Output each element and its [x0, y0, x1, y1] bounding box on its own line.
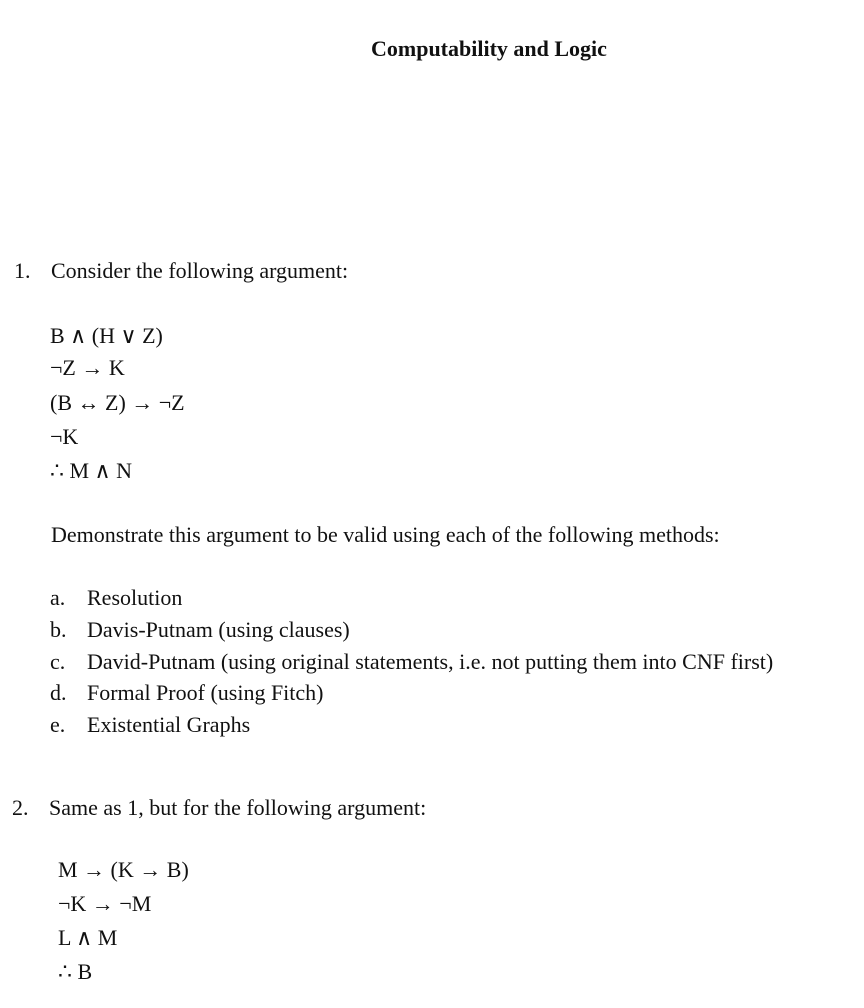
q1-conclusion: ∴ M ∧ N — [50, 458, 133, 483]
q1-premise-1: B ∧ (H ∨ Z) — [50, 323, 163, 348]
q2-prompt: Same as 1, but for the following argument: — [49, 795, 427, 820]
method-e-text: Existential Graphs — [87, 712, 251, 737]
q1-premise-4: ¬K — [50, 424, 79, 449]
method-d-text: Formal Proof (using Fitch) — [87, 680, 324, 705]
method-b-text: Davis-Putnam (using clauses) — [87, 617, 350, 642]
q2-conclusion: ∴ B — [58, 959, 93, 984]
method-c-text: David-Putnam (using original statements, i.e. not putting them into CNF first) — [87, 649, 774, 674]
q1-premise-2: ¬Z → K — [50, 355, 125, 380]
q2-number: 2. — [12, 795, 29, 820]
method-a-text: Resolution — [87, 585, 183, 610]
method-b-label: b. — [50, 617, 67, 642]
method-e-label: e. — [50, 712, 66, 737]
method-a-label: a. — [50, 585, 66, 610]
q2-premise-2: ¬K → ¬M — [58, 891, 152, 916]
q2-premise-1: M → (K → B) — [58, 857, 189, 882]
q1-number: 1. — [14, 258, 31, 283]
q2-premise-3: L ∧ M — [58, 925, 118, 950]
method-c-label: c. — [50, 649, 66, 674]
q1-premise-3: (B ↔ Z) → ¬Z — [50, 390, 185, 415]
method-d-label: d. — [50, 680, 67, 705]
q1-instruction: Demonstrate this argument to be valid using each of the following methods: — [51, 522, 720, 547]
q1-prompt: Consider the following argument: — [51, 258, 349, 283]
document-title: Computability and Logic — [371, 36, 607, 61]
